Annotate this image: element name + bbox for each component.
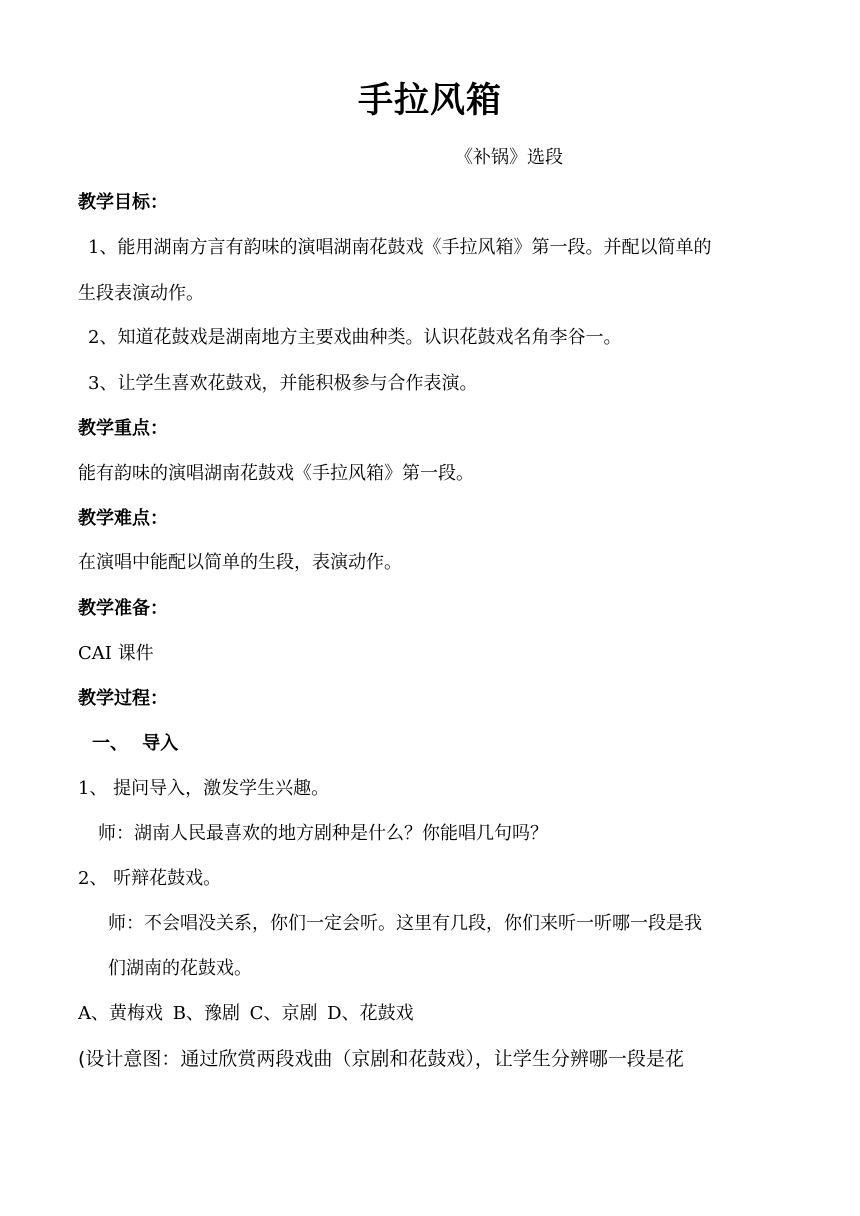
step-2: 2、 听辩花鼓戏。 <box>78 868 222 889</box>
key-points-heading: 教学重点： <box>78 418 168 439</box>
difficulty-text: 在演唱中能配以简单的生段，表演动作。 <box>78 552 402 573</box>
objectives-heading: 教学目标： <box>78 192 168 213</box>
objective-3: 3、让学生喜欢花鼓戏，并能积极参与合作表演。 <box>88 373 478 394</box>
preparation-heading: 教学准备： <box>78 598 168 619</box>
objective-2: 2、知道花鼓戏是湖南地方主要戏曲种类。认识花鼓戏名角李谷一。 <box>88 327 622 348</box>
objective-1-line-1: 1、能用湖南方言有韵味的演唱湖南花鼓戏《手拉风箱》第一段。并配以简单的 <box>88 237 712 258</box>
design-intent-note: (设计意图：通过欣赏两段戏曲（京剧和花鼓戏），让学生分辨哪一段是花 <box>78 1048 684 1070</box>
document-title: 手拉风箱 <box>357 80 502 121</box>
answer-options: A、黄梅戏 B、豫剧 C、京剧 D、花鼓戏 <box>78 1003 414 1024</box>
process-heading: 教学过程： <box>78 688 168 709</box>
teacher-prompt-line-1: 师：不会唱没关系，你们一定会听。这里有几段，你们来听一听哪一段是我 <box>108 913 702 934</box>
difficulty-heading: 教学难点： <box>78 508 168 529</box>
objective-1-line-2: 生段表演动作。 <box>78 283 204 304</box>
teacher-question-1: 师：湖南人民最喜欢的地方剧种是什么？你能唱几句吗？ <box>98 823 548 844</box>
section-intro-heading: 一、 导入 <box>92 733 179 754</box>
key-points-text: 能有韵味的演唱湖南花鼓戏《手拉风箱》第一段。 <box>78 463 474 484</box>
teacher-prompt-line-2: 们湖南的花鼓戏。 <box>108 958 252 979</box>
step-1: 1、 提问导入，激发学生兴趣。 <box>78 778 330 799</box>
preparation-text: CAI 课件 <box>78 643 154 664</box>
document-subtitle: 《补锅》选段 <box>455 147 563 168</box>
